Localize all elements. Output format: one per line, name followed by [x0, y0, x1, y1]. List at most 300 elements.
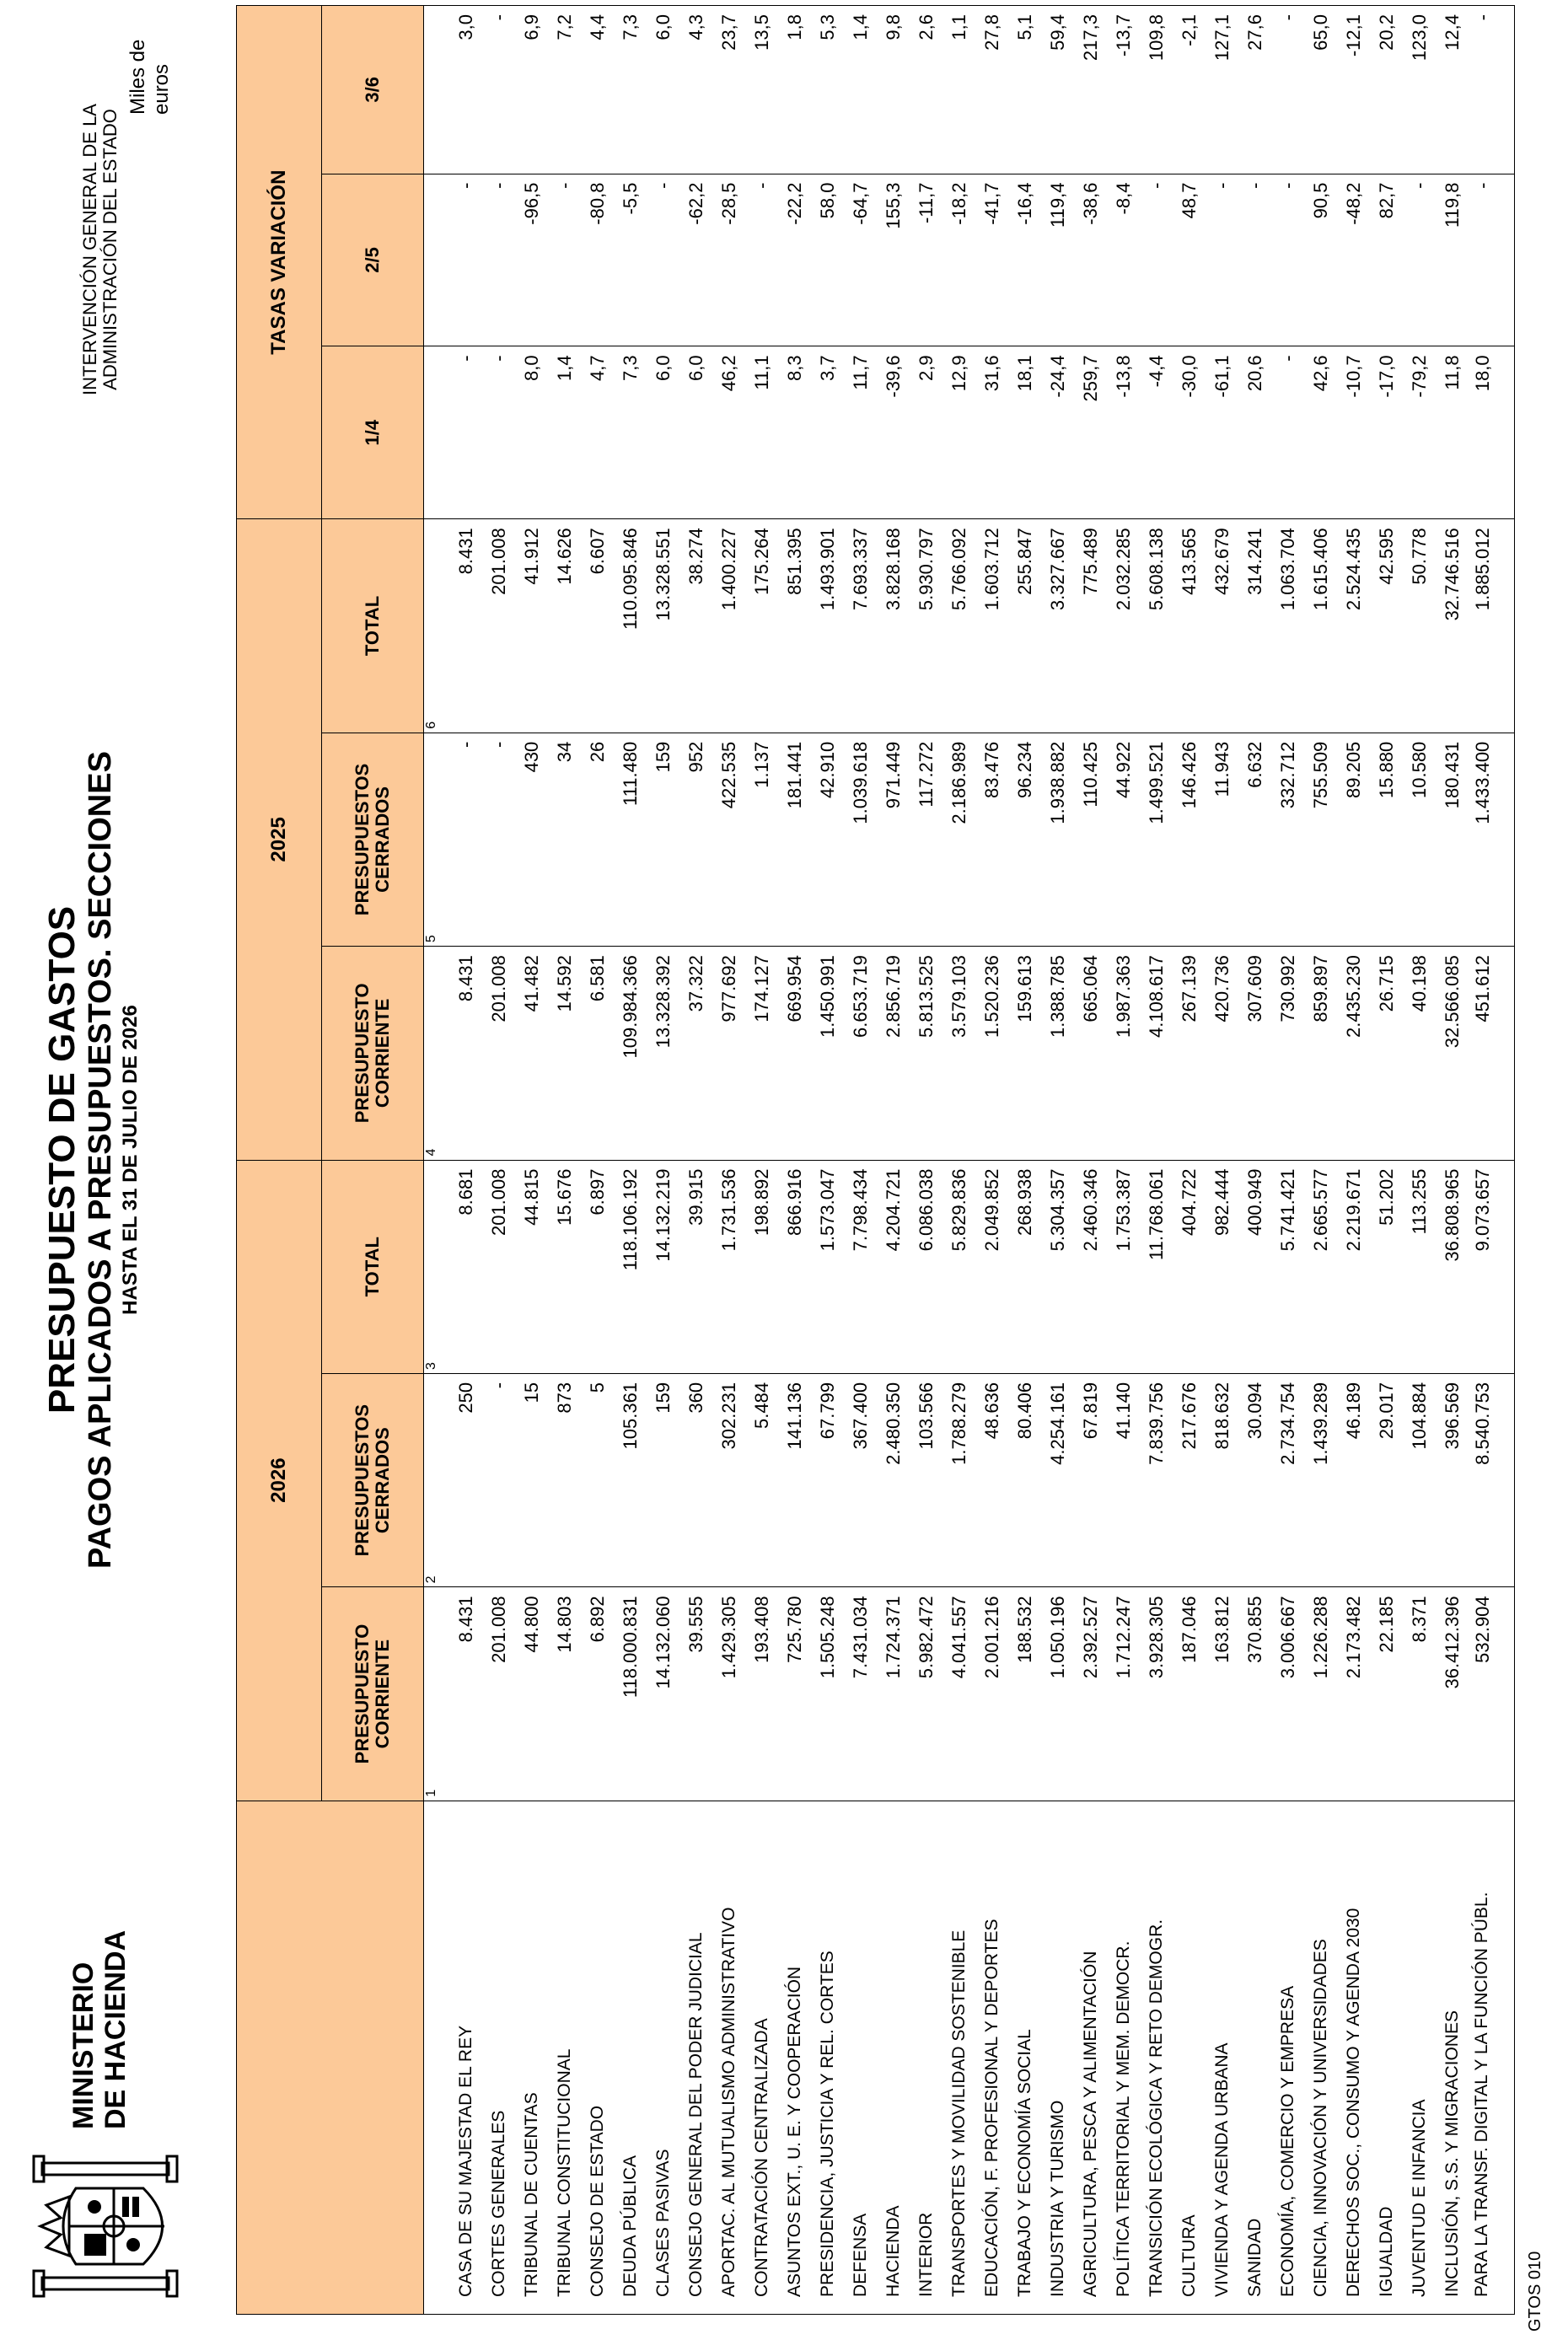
table-row: [515, 6, 548, 2315]
report-title: [42, 570, 143, 1750]
cell-section-name: INCLUSIÓN, S.S. Y MIGRACIONES: [1436, 1801, 1469, 2314]
ministry-name-line2: DE HACIENDA: [99, 1929, 132, 2129]
group-header-2026: 2026: [237, 1160, 322, 1801]
table-row: [942, 6, 975, 2315]
column-number-blank: [424, 1801, 450, 2314]
cell-section-name: POLÍTICA TERRITORIAL Y MEM. DEMOCR.: [1107, 1801, 1140, 2314]
cell-closed-budgets-2026: 367.400: [844, 1373, 877, 1586]
cell-total-2026: 113.255: [1403, 1160, 1436, 1373]
table-row: [1271, 6, 1304, 2315]
cell-current-budget-2026: 370.855: [1238, 1587, 1271, 1801]
cell-rate-3-6: 1,8: [778, 6, 811, 174]
cell-current-budget-2026: 14.132.060: [647, 1587, 679, 1801]
column-number: 3: [424, 1160, 450, 1373]
cell-total-2025: 851.395: [778, 519, 811, 733]
cell-rate-2-5: -: [548, 174, 581, 346]
cell-rate-1-4: 6,0: [647, 346, 679, 519]
cell-total-2025: 1.493.901: [811, 519, 844, 733]
cell-closed-budgets-2025: 26: [581, 733, 614, 946]
cell-total-2026: 400.949: [1238, 1160, 1271, 1373]
cell-total-2026: 1.753.387: [1107, 1160, 1140, 1373]
cell-closed-budgets-2025: 83.476: [975, 733, 1008, 946]
cell-rate-3-6: 4,3: [679, 6, 712, 174]
cell-current-budget-2026: 2.173.482: [1337, 1587, 1370, 1801]
cell-closed-budgets-2025: 89.205: [1337, 733, 1370, 946]
cell-rate-1-4: 2,9: [910, 346, 942, 519]
cell-rate-1-4: -: [482, 346, 515, 519]
cell-closed-budgets-2025: 34: [548, 733, 581, 946]
cell-closed-budgets-2026: 873: [548, 1373, 581, 1586]
cell-total-2026: 5.741.421: [1271, 1160, 1304, 1373]
cell-total-2025: 14.626: [548, 519, 581, 733]
cell-total-2026: 5.304.357: [1041, 1160, 1074, 1373]
cell-current-budget-2026: 2.001.216: [975, 1587, 1008, 1801]
cell-rate-2-5: -18,2: [942, 174, 975, 346]
cell-rate-1-4: 18,1: [1008, 346, 1041, 519]
cell-rate-2-5: -5,5: [614, 174, 647, 346]
cell-rate-2-5: -8,4: [1107, 174, 1140, 346]
cell-section-name: IGUALDAD: [1370, 1801, 1403, 2314]
cell-total-2025: 775.489: [1074, 519, 1107, 733]
cell-total-2026: 866.916: [778, 1160, 811, 1373]
cell-rate-3-6: 13,5: [745, 6, 778, 174]
cell-rate-2-5: -22,2: [778, 174, 811, 346]
table-row: [975, 6, 1008, 2315]
cell-total-2025: 3.828.168: [877, 519, 910, 733]
cell-current-budget-2026: 6.892: [581, 1587, 614, 1801]
cell-current-budget-2025: 859.897: [1304, 947, 1337, 1160]
cell-total-2025: 255.847: [1008, 519, 1041, 733]
cell-rate-1-4: -79,2: [1403, 346, 1436, 519]
cell-total-2026: 7.798.434: [844, 1160, 877, 1373]
cell-rate-2-5: -: [1469, 174, 1515, 346]
cell-current-budget-2025: 2.435.230: [1337, 947, 1370, 1160]
cell-closed-budgets-2025: 332.712: [1271, 733, 1304, 946]
cell-total-2025: 1.885.012: [1469, 519, 1515, 733]
column-number-blank: [424, 174, 450, 346]
column-number: 4: [424, 947, 450, 1160]
cell-current-budget-2026: 1.050.196: [1041, 1587, 1074, 1801]
column-number-blank: [424, 346, 450, 519]
cell-rate-3-6: 7,2: [548, 6, 581, 174]
cell-total-2025: 2.524.435: [1337, 519, 1370, 733]
cell-section-name: DEUDA PÚBLICA: [614, 1801, 647, 2314]
group-header-row: [237, 6, 322, 2315]
cell-section-name: TRIBUNAL DE CUENTAS: [515, 1801, 548, 2314]
cell-current-budget-2026: 3.928.305: [1140, 1587, 1173, 1801]
cell-closed-budgets-2025: 44.922: [1107, 733, 1140, 946]
cell-rate-3-6: -13,7: [1107, 6, 1140, 174]
cell-rate-3-6: -2,1: [1173, 6, 1206, 174]
cell-rate-1-4: -: [1271, 346, 1304, 519]
section-column-header: [237, 1801, 424, 2314]
cell-rate-2-5: -38,6: [1074, 174, 1107, 346]
cell-rate-2-5: -: [1238, 174, 1271, 346]
cell-current-budget-2026: 36.412.396: [1436, 1587, 1469, 1801]
cell-current-budget-2025: 14.592: [548, 947, 581, 1160]
table-row: [1107, 6, 1140, 2315]
table-row: [877, 6, 910, 2315]
table-row: [647, 6, 679, 2315]
cell-current-budget-2025: 3.579.103: [942, 947, 975, 1160]
cell-rate-2-5: -: [482, 174, 515, 346]
cell-closed-budgets-2025: 1.039.618: [844, 733, 877, 946]
cell-current-budget-2026: 201.008: [482, 1587, 515, 1801]
column-number: 6: [424, 519, 450, 733]
cell-current-budget-2025: 669.954: [778, 947, 811, 1160]
cell-total-2026: 39.915: [679, 1160, 712, 1373]
cell-closed-budgets-2026: 67.799: [811, 1373, 844, 1586]
cell-rate-3-6: 27,6: [1238, 6, 1271, 174]
cell-rate-1-4: 3,7: [811, 346, 844, 519]
cell-current-budget-2026: 44.800: [515, 1587, 548, 1801]
cell-rate-2-5: -64,7: [844, 174, 877, 346]
cell-current-budget-2025: 41.482: [515, 947, 548, 1160]
cell-rate-3-6: 20,2: [1370, 6, 1403, 174]
cell-current-budget-2025: 1.987.363: [1107, 947, 1140, 1160]
cell-closed-budgets-2025: 1.433.400: [1469, 733, 1515, 946]
cell-total-2025: 1.063.704: [1271, 519, 1304, 733]
cell-current-budget-2026: 163.812: [1206, 1587, 1238, 1801]
cell-current-budget-2025: 451.612: [1469, 947, 1515, 1160]
cell-total-2026: 5.829.836: [942, 1160, 975, 1373]
cell-rate-1-4: 8,0: [515, 346, 548, 519]
cell-total-2026: 2.049.852: [975, 1160, 1008, 1373]
cell-closed-budgets-2025: 146.426: [1173, 733, 1206, 946]
cell-current-budget-2025: 174.127: [745, 947, 778, 1160]
cell-closed-budgets-2025: 42.910: [811, 733, 844, 946]
table-row: [778, 6, 811, 2315]
cell-rate-2-5: 155,3: [877, 174, 910, 346]
cell-section-name: ASUNTOS EXT., U. E. Y COOPERACIÓN: [778, 1801, 811, 2314]
cell-total-2025: 6.607: [581, 519, 614, 733]
cell-current-budget-2025: 13.328.392: [647, 947, 679, 1160]
cell-section-name: INTERIOR: [910, 1801, 942, 2314]
cell-section-name: CULTURA: [1173, 1801, 1206, 2314]
cell-rate-3-6: 4,4: [581, 6, 614, 174]
cell-total-2026: 198.892: [745, 1160, 778, 1373]
cell-rate-2-5: -: [1403, 174, 1436, 346]
table-row: [910, 6, 942, 2315]
cell-rate-1-4: -61,1: [1206, 346, 1238, 519]
cell-closed-budgets-2026: -: [482, 1373, 515, 1586]
cell-section-name: HACIENDA: [877, 1801, 910, 2314]
cell-current-budget-2026: 4.041.557: [942, 1587, 975, 1801]
ministry-logo-block: [17, 1929, 194, 2315]
table-row: [449, 6, 482, 2315]
cell-current-budget-2026: 5.982.472: [910, 1587, 942, 1801]
cell-total-2025: 5.930.797: [910, 519, 942, 733]
cell-section-name: TRIBUNAL CONSTITUCIONAL: [548, 1801, 581, 2314]
cell-rate-1-4: 31,6: [975, 346, 1008, 519]
cell-rate-3-6: -12,1: [1337, 6, 1370, 174]
cell-closed-budgets-2025: 6.632: [1238, 733, 1271, 946]
cell-rate-2-5: 90,5: [1304, 174, 1337, 346]
cell-total-2025: 38.274: [679, 519, 712, 733]
cell-section-name: ECONOMÍA, COMERCIO Y EMPRESA: [1271, 1801, 1304, 2314]
table-row: [712, 6, 745, 2315]
cell-total-2025: 175.264: [745, 519, 778, 733]
cell-rate-1-4: 12,9: [942, 346, 975, 519]
cell-current-budget-2026: 1.505.248: [811, 1587, 844, 1801]
cell-rate-1-4: -17,0: [1370, 346, 1403, 519]
cell-total-2025: 7.693.337: [844, 519, 877, 733]
header-current-budget-2026: PRESUPUESTO CORRIENTE: [322, 1587, 424, 1801]
cell-total-2026: 1.573.047: [811, 1160, 844, 1373]
cell-closed-budgets-2026: 4.254.161: [1041, 1373, 1074, 1586]
cell-rate-3-6: 9,8: [877, 6, 910, 174]
cell-closed-budgets-2025: 110.425: [1074, 733, 1107, 946]
cell-total-2026: 118.106.192: [614, 1160, 647, 1373]
cell-closed-budgets-2025: 971.449: [877, 733, 910, 946]
cell-rate-1-4: -39,6: [877, 346, 910, 519]
cell-current-budget-2026: 118.000.831: [614, 1587, 647, 1801]
cell-rate-1-4: -30,0: [1173, 346, 1206, 519]
cell-current-budget-2026: 187.046: [1173, 1587, 1206, 1801]
cell-total-2025: 1.400.227: [712, 519, 745, 733]
table-row: [1074, 6, 1107, 2315]
cell-rate-3-6: 1,4: [844, 6, 877, 174]
cell-total-2025: 42.595: [1370, 519, 1403, 733]
cell-total-2026: 14.132.219: [647, 1160, 679, 1373]
cell-rate-1-4: -24,4: [1041, 346, 1074, 519]
cell-closed-budgets-2026: 46.189: [1337, 1373, 1370, 1586]
cell-current-budget-2025: 665.064: [1074, 947, 1107, 1160]
cell-current-budget-2025: 6.581: [581, 947, 614, 1160]
cell-total-2026: 268.938: [1008, 1160, 1041, 1373]
table-row: [745, 6, 778, 2315]
cell-rate-3-6: 23,7: [712, 6, 745, 174]
cell-rate-2-5: -48,2: [1337, 174, 1370, 346]
table-row: [482, 6, 515, 2315]
cell-current-budget-2025: 159.613: [1008, 947, 1041, 1160]
cell-rate-2-5: 58,0: [811, 174, 844, 346]
cell-total-2025: 1.603.712: [975, 519, 1008, 733]
cell-closed-budgets-2026: 1.788.279: [942, 1373, 975, 1586]
cell-section-name: JUVENTUD E INFANCIA: [1403, 1801, 1436, 2314]
cell-closed-budgets-2026: 818.632: [1206, 1373, 1238, 1586]
table-header: [237, 6, 424, 2315]
cell-total-2026: 44.815: [515, 1160, 548, 1373]
cell-closed-budgets-2025: 755.509: [1304, 733, 1337, 946]
table-row: [1403, 6, 1436, 2315]
table-row: [1469, 6, 1515, 2315]
cell-rate-2-5: -: [1206, 174, 1238, 346]
cell-closed-budgets-2025: 181.441: [778, 733, 811, 946]
cell-rate-3-6: 6,0: [647, 6, 679, 174]
cell-total-2026: 51.202: [1370, 1160, 1403, 1373]
cell-current-budget-2025: 201.008: [482, 947, 515, 1160]
table-row: [679, 6, 712, 2315]
cell-closed-budgets-2025: 180.431: [1436, 733, 1469, 946]
cell-section-name: DEFENSA: [844, 1801, 877, 2314]
cell-closed-budgets-2025: 111.480: [614, 733, 647, 946]
cell-closed-budgets-2026: 67.819: [1074, 1373, 1107, 1586]
cell-section-name: CLASES PASIVAS: [647, 1801, 679, 2314]
cell-total-2025: 2.032.285: [1107, 519, 1140, 733]
cell-rate-1-4: 4,7: [581, 346, 614, 519]
cell-current-budget-2026: 532.904: [1469, 1587, 1515, 1801]
cell-closed-budgets-2026: 105.361: [614, 1373, 647, 1586]
cell-current-budget-2025: 307.609: [1238, 947, 1271, 1160]
cell-rate-1-4: -13,8: [1107, 346, 1140, 519]
table-row: [614, 6, 647, 2315]
cell-section-name: EDUCACIÓN, F. PROFESIONAL Y DEPORTES: [975, 1801, 1008, 2314]
cell-rate-2-5: -: [1140, 174, 1173, 346]
cell-closed-budgets-2025: 430: [515, 733, 548, 946]
column-number-blank: [424, 6, 450, 174]
cell-closed-budgets-2026: 141.136: [778, 1373, 811, 1586]
cell-section-name: TRANSPORTES Y MOVILIDAD SOSTENIBLE: [942, 1801, 975, 2314]
cell-section-name: CASA DE SU MAJESTAD EL REY: [449, 1801, 482, 2314]
ministry-name: [67, 1792, 132, 2129]
cell-rate-2-5: -80,8: [581, 174, 614, 346]
cell-closed-budgets-2025: 11.943: [1206, 733, 1238, 946]
cell-rate-2-5: -11,7: [910, 174, 942, 346]
cell-total-2026: 2.665.577: [1304, 1160, 1337, 1373]
cell-total-2026: 11.768.061: [1140, 1160, 1173, 1373]
cell-total-2025: 432.679: [1206, 519, 1238, 733]
table-body: [424, 6, 1515, 2315]
cell-rate-3-6: 65,0: [1304, 6, 1337, 174]
units-label: Miles de euros: [126, 39, 173, 115]
cell-rate-1-4: 46,2: [712, 346, 745, 519]
cell-current-budget-2026: 8.431: [449, 1587, 482, 1801]
cell-section-name: TRABAJO Y ECONOMÍA SOCIAL: [1008, 1801, 1041, 2314]
cell-rate-2-5: -16,4: [1008, 174, 1041, 346]
column-number-row: [424, 6, 450, 2315]
cell-current-budget-2025: 1.388.785: [1041, 947, 1074, 1160]
cell-current-budget-2025: 1.520.236: [975, 947, 1008, 1160]
header-closed-budgets-2025: PRESUPUESTOS CERRADOS: [322, 733, 424, 946]
cell-rate-1-4: 18,0: [1469, 346, 1515, 519]
cell-section-name: TRANSICIÓN ECOLÓGICA Y RETO DEMOGR.: [1140, 1801, 1173, 2314]
cell-total-2026: 15.676: [548, 1160, 581, 1373]
cell-current-budget-2025: 8.431: [449, 947, 482, 1160]
header-closed-budgets-2026: PRESUPUESTOS CERRADOS: [322, 1373, 424, 1586]
table-row: [1041, 6, 1074, 2315]
cell-closed-budgets-2026: 302.231: [712, 1373, 745, 1586]
cell-section-name: CONSEJO GENERAL DEL PODER JUDICIAL: [679, 1801, 712, 2314]
header-total-2026: TOTAL: [322, 1160, 424, 1373]
cell-total-2026: 2.460.346: [1074, 1160, 1107, 1373]
cell-section-name: CORTES GENERALES: [482, 1801, 515, 2314]
cell-rate-1-4: -4,4: [1140, 346, 1173, 519]
cell-rate-3-6: 12,4: [1436, 6, 1469, 174]
header-current-budget-2025: PRESUPUESTO CORRIENTE: [322, 947, 424, 1160]
cell-closed-budgets-2026: 5.484: [745, 1373, 778, 1586]
cell-section-name: APORTAC. AL MUTUALISMO ADMINISTRATIVO: [712, 1801, 745, 2314]
title-line2: PAGOS APLICADOS A PRESUPUESTOS. SECCIONES: [83, 751, 118, 1569]
cell-rate-1-4: 1,4: [548, 346, 581, 519]
cell-total-2026: 6.086.038: [910, 1160, 942, 1373]
cell-rate-1-4: 11,1: [745, 346, 778, 519]
cell-closed-budgets-2026: 30.094: [1238, 1373, 1271, 1586]
cell-closed-budgets-2026: 250: [449, 1373, 482, 1586]
cell-rate-1-4: 11,8: [1436, 346, 1469, 519]
header-rate-2-5: 2/5: [322, 174, 424, 346]
ministry-name-line1: MINISTERIO: [67, 1962, 99, 2129]
cell-current-budget-2025: 2.856.719: [877, 947, 910, 1160]
cell-total-2025: 1.615.406: [1304, 519, 1337, 733]
cell-closed-budgets-2025: 159: [647, 733, 679, 946]
header-rate-3-6: 3/6: [322, 6, 424, 174]
cell-rate-3-6: 5,3: [811, 6, 844, 174]
cell-rate-3-6: -: [1469, 6, 1515, 174]
column-number: 1: [424, 1587, 450, 1801]
cell-total-2025: 3.327.667: [1041, 519, 1074, 733]
cell-total-2026: 36.808.965: [1436, 1160, 1469, 1373]
cell-current-budget-2025: 37.322: [679, 947, 712, 1160]
cell-total-2025: 201.008: [482, 519, 515, 733]
cell-section-name: CIENCIA, INNOVACIÓN Y UNIVERSIDADES: [1304, 1801, 1337, 2314]
coat-of-arms-icon: [17, 2138, 194, 2315]
cell-rate-1-4: -10,7: [1337, 346, 1370, 519]
cell-closed-budgets-2025: 10.580: [1403, 733, 1436, 946]
cell-current-budget-2025: 109.984.366: [614, 947, 647, 1160]
cell-total-2026: 982.444: [1206, 1160, 1238, 1373]
table-row: [1337, 6, 1370, 2315]
cell-closed-budgets-2026: 48.636: [975, 1373, 1008, 1586]
cell-section-name: CONTRATACIÓN CENTRALIZADA: [745, 1801, 778, 2314]
cell-rate-2-5: 48,7: [1173, 174, 1206, 346]
cell-rate-1-4: 259,7: [1074, 346, 1107, 519]
cell-rate-2-5: -62,2: [679, 174, 712, 346]
cell-rate-2-5: -28,5: [712, 174, 745, 346]
cell-current-budget-2025: 6.653.719: [844, 947, 877, 1160]
cell-closed-budgets-2026: 159: [647, 1373, 679, 1586]
expenditure-table: [236, 5, 1515, 2315]
cell-rate-3-6: 7,3: [614, 6, 647, 174]
cell-rate-3-6: -: [1271, 6, 1304, 174]
cell-current-budget-2025: 267.139: [1173, 947, 1206, 1160]
cell-closed-budgets-2026: 360: [679, 1373, 712, 1586]
agency-name: [80, 30, 121, 469]
cell-current-budget-2026: 2.392.527: [1074, 1587, 1107, 1801]
cell-closed-budgets-2026: 15: [515, 1373, 548, 1586]
cell-current-budget-2026: 193.408: [745, 1587, 778, 1801]
page-code: GTOS 010: [1526, 2251, 1544, 2332]
cell-total-2025: 5.608.138: [1140, 519, 1173, 733]
cell-section-name: PARA LA TRANSF. DIGITAL Y LA FUNCIÓN PÚBL.: [1469, 1801, 1515, 2314]
cell-section-name: PRESIDENCIA, JUSTICIA Y REL. CORTES: [811, 1801, 844, 2314]
cell-section-name: INDUSTRIA Y TURISMO: [1041, 1801, 1074, 2314]
table-row: [1140, 6, 1173, 2315]
cell-section-name: SANIDAD: [1238, 1801, 1271, 2314]
header-rate-1-4: 1/4: [322, 346, 424, 519]
cell-total-2025: 41.912: [515, 519, 548, 733]
cell-closed-budgets-2025: 422.535: [712, 733, 745, 946]
cell-current-budget-2026: 7.431.034: [844, 1587, 877, 1801]
cell-rate-3-6: 27,8: [975, 6, 1008, 174]
cell-rate-1-4: 42,6: [1304, 346, 1337, 519]
cell-section-name: CONSEJO DE ESTADO: [581, 1801, 614, 2314]
cell-section-name: VIVIENDA Y AGENDA URBANA: [1206, 1801, 1238, 2314]
cell-current-budget-2025: 5.813.525: [910, 947, 942, 1160]
cell-total-2026: 9.073.657: [1469, 1160, 1515, 1373]
cell-rate-3-6: 5,1: [1008, 6, 1041, 174]
cell-current-budget-2026: 22.185: [1370, 1587, 1403, 1801]
cell-closed-budgets-2026: 8.540.753: [1469, 1373, 1515, 1586]
cell-total-2025: 50.778: [1403, 519, 1436, 733]
table-row: [844, 6, 877, 2315]
cell-current-budget-2026: 1.226.288: [1304, 1587, 1337, 1801]
cell-closed-budgets-2026: 41.140: [1107, 1373, 1140, 1586]
cell-closed-budgets-2025: -: [449, 733, 482, 946]
cell-closed-budgets-2026: 104.884: [1403, 1373, 1436, 1586]
cell-rate-2-5: -41,7: [975, 174, 1008, 346]
cell-rate-3-6: 3,0: [449, 6, 482, 174]
